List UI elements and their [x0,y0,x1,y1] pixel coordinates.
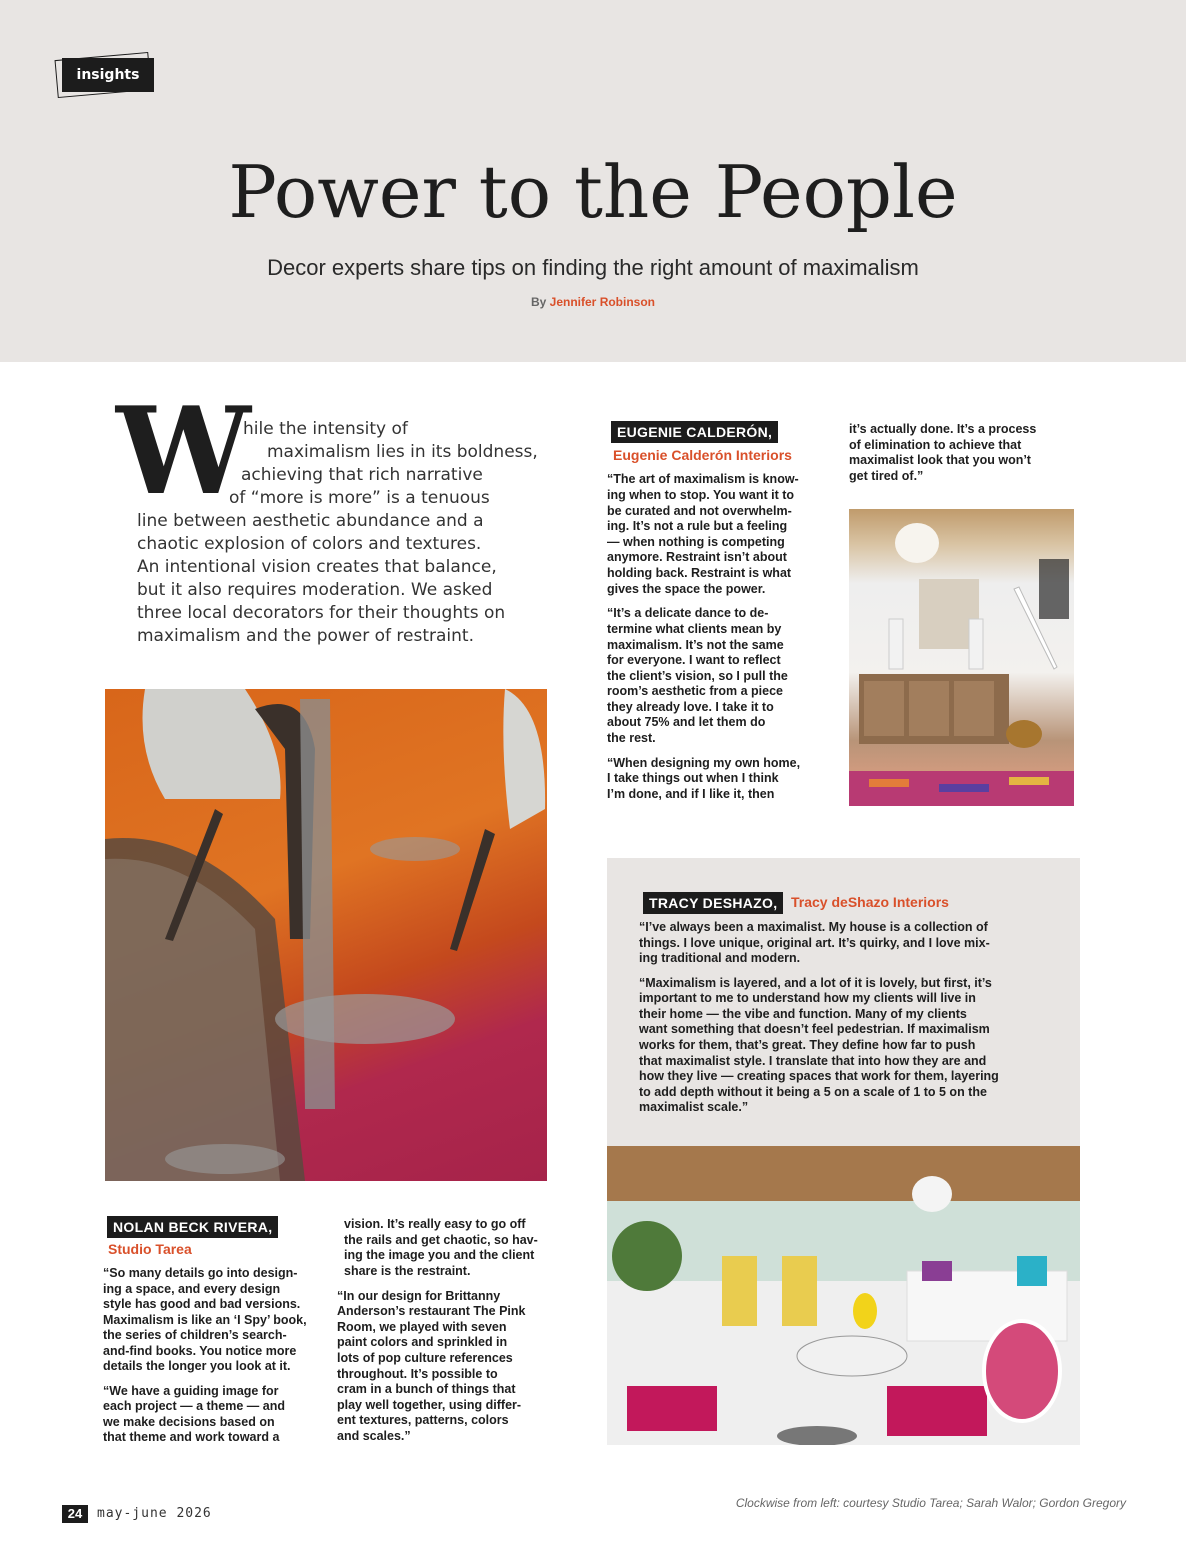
quote-line: ent textures, patterns, colors [337,1413,509,1427]
article-subtitle: Decor experts share tips on finding the right amount of maximalism [267,255,919,280]
quote-line: Maximalism is like an ‘I Spy’ book, [103,1313,307,1327]
article-title: Power to the People [228,150,958,234]
quote-line: throughout. It’s possible to [337,1367,498,1381]
photo-entry-hall [849,509,1074,806]
designer-name-nolan: NOLAN BECK RIVERA, [107,1216,278,1238]
quote-line: maximalist scale.” [639,1100,749,1114]
quote-line: “In our design for Brittanny [337,1289,501,1303]
page-number: 24 [62,1505,88,1523]
quote-line: ing traditional and modern. [639,951,801,965]
quote-line: ing the image you and the client [344,1248,535,1262]
quote-line: their home — the vibe and function. Many of my clients [639,1007,967,1021]
intro-line: three local decorators for their thoughts on [137,603,506,623]
quote-line: ing when to stop. You want it to [607,488,795,502]
quote-line: and scales.” [337,1429,411,1443]
photo-dining-chairs-art [105,689,547,1181]
quote-line: maximalism. It’s not the same [607,638,784,652]
quote-line: ing. It’s not a rule but a feeling [607,519,788,533]
quote-line: of elimination to achieve that [849,438,1022,452]
quote-line: style has good and bad versions. [103,1297,301,1311]
quote-line: want something that doesn’t feel pedestrian. If maximalism [639,1022,990,1036]
quote-line: be curated and not overwhelm- [607,504,792,518]
quote-line: “It’s a delicate dance to de- [607,606,769,620]
quote-line: the rest. [607,731,656,745]
quote-line: lots of pop culture references [337,1351,513,1365]
issue-date: may-june 2026 [97,1506,212,1521]
intro-line: of “more is more” is a tenuous [229,488,490,508]
quote-line: cram in a bunch of things that [337,1382,516,1396]
quote-line: the rails and get chaotic, so hav- [344,1233,538,1247]
quote-line: “Maximalism is layered, and a lot of it is lovely, but first, it’s [639,976,992,990]
quote-line: they already love. I take it to [607,700,774,714]
quote-line: Room, we played with seven [337,1320,507,1334]
quote-line: play well together, using differ- [337,1398,522,1412]
quote-line: “So many details go into design- [103,1266,298,1280]
quote-line: gives the space the power. [607,582,766,596]
quote-line: vision. It’s really easy to go off [344,1217,526,1231]
drop-cap: W [116,381,251,522]
quote-line: Anderson’s restaurant The Pink [337,1304,526,1318]
quote-line: maximalist look that you won’t [849,453,1031,467]
quote-line: anymore. Restraint isn’t about [607,550,787,564]
quote-line: share is the restraint. [344,1264,471,1278]
quote-line: for everyone. I want to reflect [607,653,781,667]
quote-line: we make decisions based on [103,1415,275,1429]
tag-label: insights [76,67,140,83]
photo-credit: Clockwise from left: courtesy Studio Tarea; Sarah Walor; Gordon Gregory [735,1496,1126,1510]
quote-line: “The art of maximalism is know- [607,472,799,486]
designer-firm-eugenie: Eugenie Calderón Interiors [613,447,792,463]
quote-line: each project — a theme — and [103,1399,285,1413]
quote-line: that maximalist style. I translate that into how they are and [639,1054,987,1068]
quote-line: get tired of.” [849,469,924,483]
intro-line: maximalism lies in its boldness, [267,442,538,462]
photo-entry-hall-art [849,509,1074,806]
quote-line: room’s aesthetic from a piece [607,684,783,698]
section-tag [62,58,156,94]
quote-line: how they live — creating spaces that work for them, layering [639,1069,999,1083]
quote-line: things. I love unique, original art. It’s quirky, and I love mix- [639,936,990,950]
intro-line: hile the intensity of [243,419,408,439]
quote-line: details the longer you look at it. [103,1359,291,1373]
quote-line: I take things out when I think [607,771,779,785]
intro-line: achieving that rich narrative [241,465,483,485]
designer-firm-nolan: Studio Tarea [108,1241,192,1257]
intro-line: line between aesthetic abundance and a [137,511,484,531]
quote-line: — when nothing is competing [607,535,785,549]
intro-line: but it also requires moderation. We asked [137,580,493,600]
quote-line: ing a space, and every design [103,1282,281,1296]
quote-line: and-find books. You notice more [103,1344,297,1358]
quote-line: “When designing my own home, [607,756,801,770]
quote-line: termine what clients mean by [607,622,782,636]
quote-line: to add depth without it being a 5 on a scale of 1 to 5 on the [639,1085,987,1099]
photo-sunroom [607,1146,1080,1445]
quote-line: it’s actually done. It’s a process [849,422,1037,436]
designer-name-eugenie: EUGENIE CALDERÓN, [611,421,778,443]
quote-line: that theme and work toward a [103,1430,280,1444]
intro-line: maximalism and the power of restraint. [137,626,475,646]
byline [0,295,1186,309]
intro-line: chaotic explosion of colors and textures. [137,534,482,554]
quote-line: the client’s vision, so I pull the [607,669,788,683]
quote-line: the series of children’s search- [103,1328,287,1342]
quote-line: holding back. Restraint is what [607,566,792,580]
quote-line: “We have a guiding image for [103,1384,279,1398]
intro-line: An intentional vision creates that balance, [137,557,497,577]
photo-dining-chairs [105,689,547,1181]
designer-firm-tracy: Tracy deShazo Interiors [791,894,949,910]
quote-line: paint colors and sprinkled in [337,1335,508,1349]
byline-author: Jennifer Robinson [549,295,656,309]
photo-sunroom-art [607,1146,1080,1445]
quote-line: about 75% and let them do [607,715,766,729]
byline-prefix: By [530,295,547,309]
quote-line: important to me to understand how my clients will live in [639,991,976,1005]
quote-line: “I’ve always been a maximalist. My house is a collection of [639,920,988,934]
designer-name-tracy: TRACY DESHAZO, [643,892,783,914]
quote-line: I’m done, and if I like it, then [607,787,775,801]
quote-line: works for them, that’s great. They define how far to push [639,1038,976,1052]
